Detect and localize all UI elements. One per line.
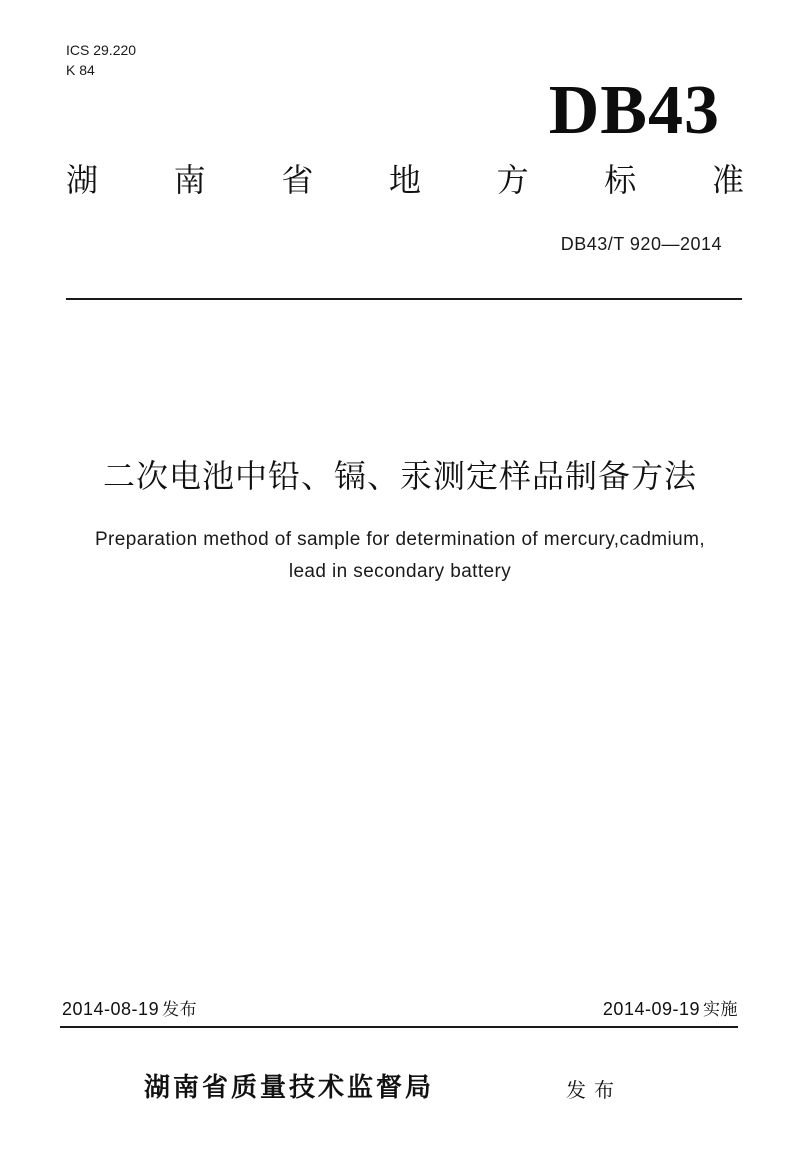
standard-type-char: 湖	[66, 161, 99, 199]
issuing-action: 发布	[566, 1078, 622, 1102]
title-chinese: 二次电池中铅、镉、汞测定样品制备方法	[102, 457, 697, 495]
ics-code: ICS 29.220	[66, 42, 137, 58]
title-english	[0, 524, 800, 588]
class-code: K 84	[66, 62, 95, 78]
top-divider	[66, 298, 742, 300]
issue-date-block	[62, 996, 197, 1023]
issue-date: 2014-08-19	[62, 999, 160, 1019]
standard-type-char: 标	[604, 161, 637, 199]
implement-label: 实施	[703, 1000, 738, 1020]
implement-date-block	[603, 996, 738, 1023]
title-english-line-2: lead in secondary battery	[288, 561, 512, 582]
bottom-divider	[60, 1026, 738, 1028]
classification-codes	[66, 40, 136, 80]
standard-type-char: 省	[281, 161, 314, 199]
standard-type-heading	[66, 160, 744, 200]
title-english-line-1: Preparation method of sample for determination of mercury,cadmium,	[94, 529, 706, 550]
issuing-authority: 湖南省质量技术监督局	[144, 1073, 435, 1103]
standard-number: DB43/T 920—2014	[560, 234, 722, 254]
db43-logo: DB43	[548, 72, 720, 149]
standard-type-char: 准	[711, 161, 744, 199]
issue-label: 发布	[162, 1000, 198, 1020]
implement-date: 2014-09-19	[602, 999, 700, 1019]
standard-type-char: 方	[496, 161, 529, 199]
standard-type-char: 南	[173, 161, 206, 199]
standard-type-char: 地	[388, 161, 421, 199]
